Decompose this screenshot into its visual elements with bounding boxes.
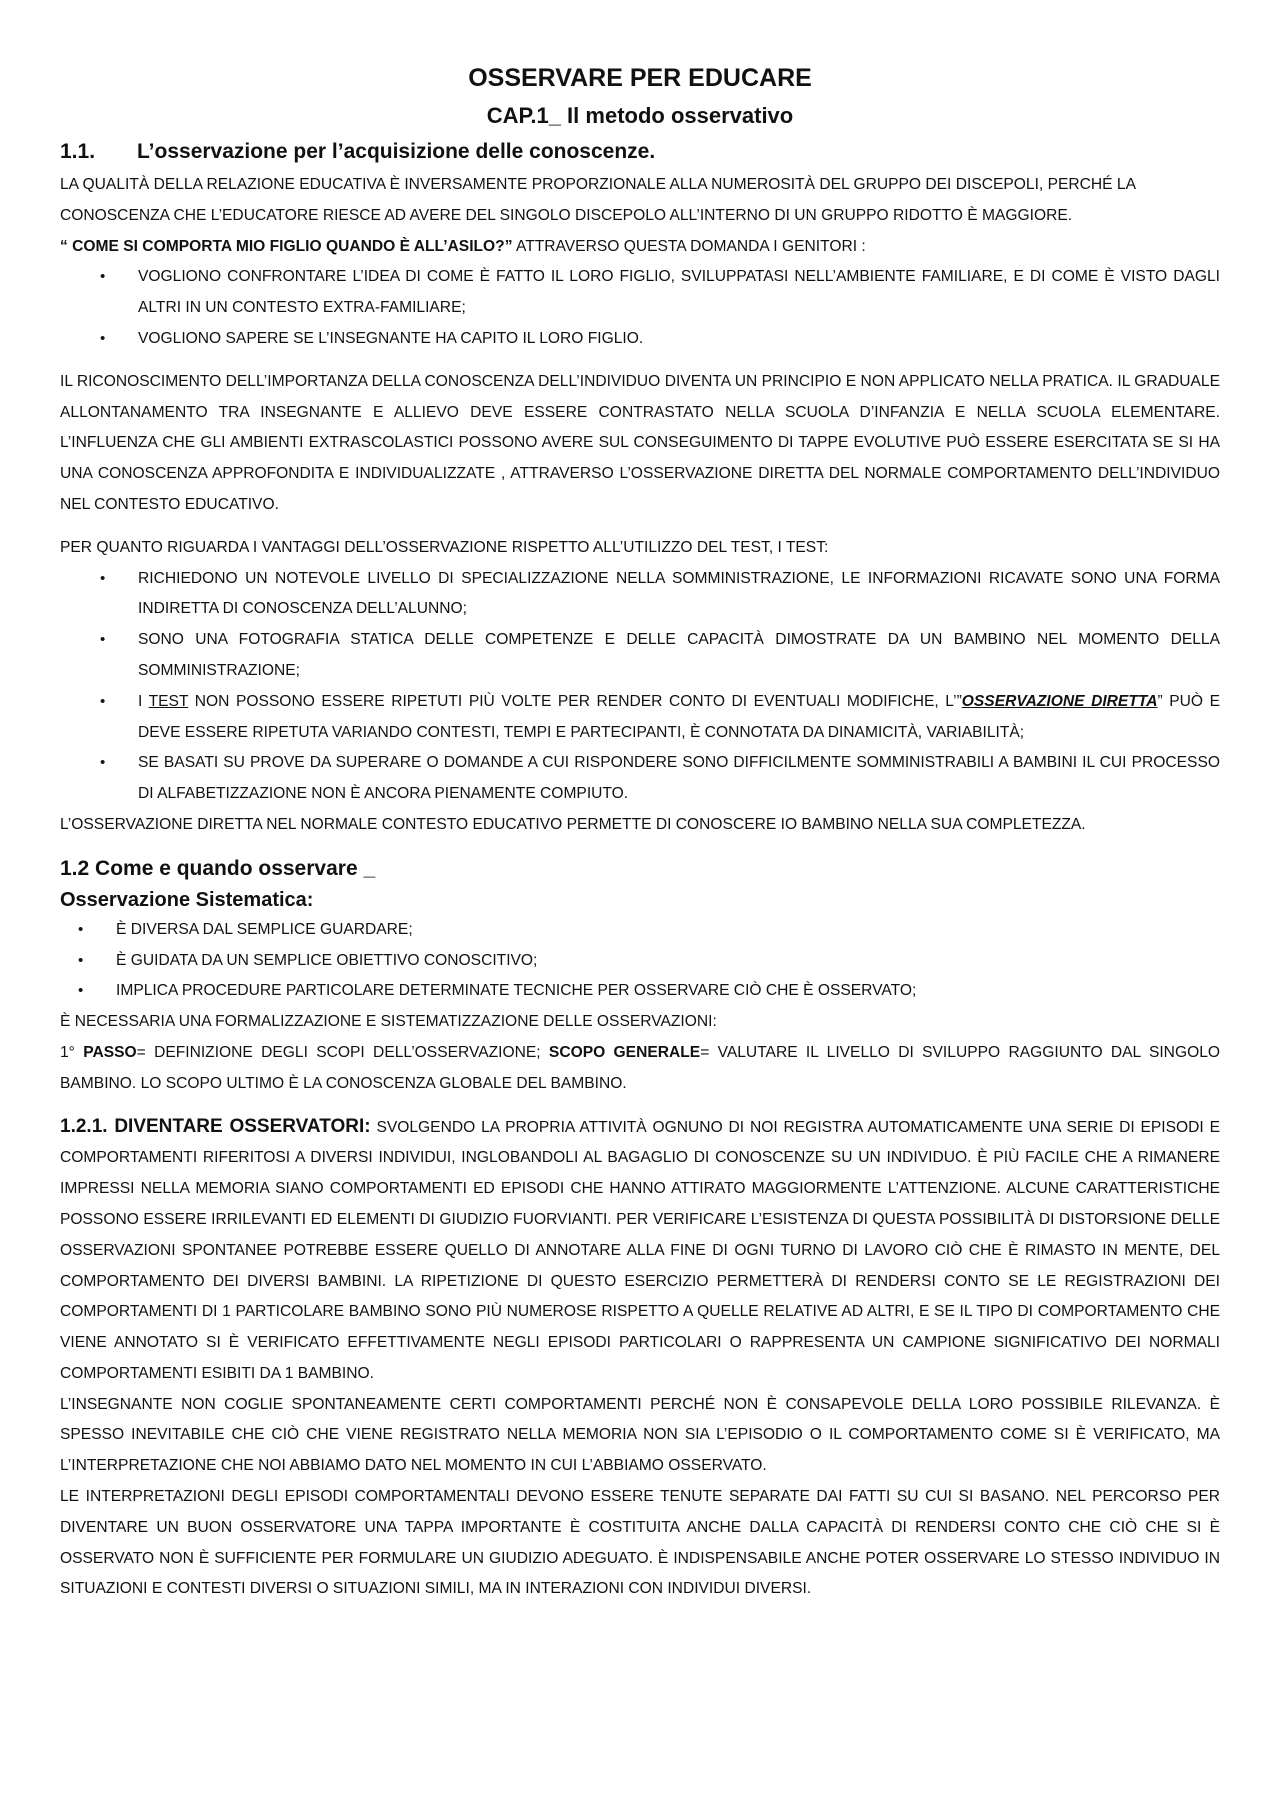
text-run: = DEFINIZIONE DEGLI SCOPI DELL’OSSERVAZIONE; bbox=[136, 1043, 549, 1061]
text-run: NON POSSONO ESSERE RIPETUTI PIÙ VOLTE PER RENDER CONTO DI EVENTUALI MODIFICHE, L’” bbox=[188, 692, 962, 710]
passo-bold: PASSO bbox=[83, 1043, 137, 1061]
paragraph: È NECESSARIA UNA FORMALIZZAZIONE E SISTEMATIZZAZIONE DELLE OSSERVAZIONI: bbox=[60, 1013, 717, 1031]
test-list bbox=[60, 564, 1220, 810]
paragraph: L’OSSERVAZIONE DIRETTA NEL NORMALE CONTESTO EDUCATIVO PERMETTE DI CONOSCERE IO BAMBINO NELLA SUA COMPLETEZZA. bbox=[60, 815, 1086, 833]
question-line bbox=[60, 232, 1220, 263]
list-item: • IMPLICA PROCEDURE PARTICOLARE DETERMINATE TECNICHE PER OSSERVARE CIÒ CHE È OSSERVATO; bbox=[60, 976, 1220, 1007]
list-item: • È DIVERSA DAL SEMPLICE GUARDARE; bbox=[60, 915, 1220, 946]
paragraph: LA QUALITÀ DELLA RELAZIONE EDUCATIVA È INVERSAMENTE PROPORZIONALE ALLA NUMEROSITÀ DEL GRUPPO DEI DISCEPOLI, PERCHÉ LA CONOSCENZA CHE L’EDUCATORE RIESCE AD AVERE DEL SINGOLO DISCEPOLO ALL’INTERNO DI UN GRUPPO RIDOTTO È MAGGIORE. bbox=[60, 176, 1136, 224]
section-1-2-heading: 1.2 Come e quando osservare _ bbox=[60, 856, 376, 880]
section-1-2-subheading: Osservazione Sistematica: bbox=[60, 888, 314, 911]
list-item: • SE BASATI SU PROVE DA SUPERARE O DOMANDE A CUI RISPONDERE SONO DIFFICILMENTE SOMMINISTRABILI A BAMBINI IL CUI PROCESSO DI ALFABETIZZAZIONE NON È ANCORA PIENAMENTE COMPIUTO. bbox=[60, 748, 1220, 810]
section-1-1-heading bbox=[60, 138, 1220, 166]
section-title: L’osservazione per l’acquisizione delle conoscenze. bbox=[137, 140, 656, 163]
paragraph: IL RICONOSCIMENTO DELL’IMPORTANZA DELLA CONOSCENZA DELL’INDIVIDUO DIVENTA UN PRINCIPIO E NON APPLICATO NELLA PRATICA. IL GRADUALE ALLONTANAMENTO TRA INSEGNANTE E ALLIEVO DEVE ESSERE CONTRASTATO NELLA SCUOLA D’INFANZIA E NELLA SCUOLA ELEMENTARE. L’INFLUENZA CHE GLI AMBIENTI EXTRASCOLASTICI POSSONO AVERE SUL CONSEGUIMENTO DI TAPPE EVOLUTIVE PUÒ ESSERE ESERCITATA SE SI HA UNA CONOSCENZA APPROFONDITA E INDIVIDUALIZZATE , ATTRAVERSO L’OSSERVAZIONE DIRETTA DEL NORMALE COMPORTAMENTO DELL’INDIVIDUO NEL CONTESTO EDUCATIVO. bbox=[60, 372, 1220, 513]
step-paragraph bbox=[60, 1038, 1220, 1100]
scopo-generale-bold: SCOPO GENERALE bbox=[548, 1043, 701, 1061]
question-bold: “ COME SI COMPORTA MIO FIGLIO QUANDO È ALL’ASILO?” bbox=[60, 237, 513, 255]
list-item: • VOGLIONO SAPERE SE L’INSEGNANTE HA CAPITO IL LORO FIGLIO. bbox=[60, 324, 1220, 355]
chapter-title: CAP.1_ Il metodo osservativo bbox=[486, 103, 794, 128]
systematic-list bbox=[60, 915, 1220, 1007]
text-run: = VALUTARE IL LIVELLO DI SVILUPPO RAGGIUNTO DAL SINGOLO BAMBINO. LO SCOPO ULTIMO È LA CONOSCENZA GLOBALE DEL BAMBINO. bbox=[60, 1043, 1221, 1092]
text-run: ” PUÒ E DEVE ESSERE RIPETUTA VARIANDO CONTESTI, TEMPI E PARTECIPANTI, È CONNOTATA DA DINAMICITÀ, VARIABILITÀ; bbox=[138, 692, 1220, 741]
list-item: • RICHIEDONO UN NOTEVOLE LIVELLO DI SPECIALIZZAZIONE NELLA SOMMINISTRAZIONE, LE INFORMAZIONI RICAVATE SONO UNA FORMA INDIRETTA DI CONOSCENZA DELL’ALUNNO; bbox=[60, 564, 1220, 626]
list-item: • SONO UNA FOTOGRAFIA STATICA DELLE COMPETENZE E DELLE CAPACITÀ DIMOSTRATE DA UN BAMBINO NEL MOMENTO DELLA SOMMINISTRAZIONE; bbox=[60, 625, 1220, 687]
section-1-2-1-paragraph bbox=[60, 1112, 1220, 1390]
list-item: • È GUIDATA DA UN SEMPLICE OBIETTIVO CONOSCITIVO; bbox=[60, 946, 1220, 977]
question-rest: ATTRAVERSO QUESTA DOMANDA I GENITORI : bbox=[512, 237, 866, 255]
list-item bbox=[60, 687, 1220, 749]
paragraph: PER QUANTO RIGUARDA I VANTAGGI DELL’OSSERVAZIONE RISPETTO ALL’UTILIZZO DEL TEST, I TEST: bbox=[60, 538, 829, 556]
parents-list bbox=[60, 262, 1220, 354]
text-run: SVOLGENDO LA PROPRIA ATTIVITÀ OGNUNO DI NOI REGISTRA AUTOMATICAMENTE UNA SERIE DI EPISODI E COMPORTAMENTI RIFERITOSI A DIVERSI INDIVIDUI, INGLOBANDOLI AL BAGAGLIO DI CONOSCENZE SU UN INDIVIDUO. È PIÙ FACILE CHE A RIMANERE IMPRESSI NELLA MEMORIA SIANO COMPORTAMENTI ED EPISODI CHE HANNO ATTIRATO MAGGIORMENTE L’ATTENZIONE. ALCUNE CARATTERISTICHE POSSONO ESSERE IRRILEVANTI ED ELEMENTI DI GIUDIZIO FUORVIANTI. PER VERIFICARE L’ESISTENZA DI QUESTA POSSIBILITÀ DI DISTORSIONE DELLE OSSERVAZIONI SPONTANEE POTREBBE ESSERE QUELLO DI ANNOTARE ALLA FINE DI OGNI TURNO DI LAVORO CIÒ CHE È RIMASTO IN MENTE, DEL COMPORTAMENTO DEI DIVERSI BAMBINI. LA RIPETIZIONE DI QUESTO ESERCIZIO PERMETTERÀ DI RENDERSI CONTO SE LE REGISTRAZIONI DEI COMPORTAMENTI DI 1 PARTICOLARE BAMBINO SONO PIÙ NUMEROSE RISPETTO A QUELLE RELATIVE AD ALTRI, E SE IL TIPO DI COMPORTAMENTO CHE VIENE ANNOTATO SI È VERIFICATO EFFETTIVAMENTE NEGLI EPISODI PARTICOLARI O RAPPRESENTA UN CAMPIONE SIGNIFICATIVO DEI NORMALI COMPORTAMENTI ESIBITI DA 1 BAMBINO. bbox=[60, 1118, 1220, 1382]
paragraph: L’INSEGNANTE NON COGLIE SPONTANEAMENTE CERTI COMPORTAMENTI PERCHÉ NON È CONSAPEVOLE DELLA LORO POSSIBILE RILEVANZA. È SPESSO INEVITABILE CHE CIÒ CHE VIENE REGISTRATO NELLA MEMORIA NON SIA L’EPISODIO O IL COMPORTAMENTO COME SI È VERIFICATO, MA L’INTERPRETAZIONE CHE NOI ABBIAMO DATO NEL MOMENTO IN CUI L’ABBIAMO OSSERVATO. bbox=[60, 1395, 1220, 1475]
paragraph: LE INTERPRETAZIONI DEGLI EPISODI COMPORTAMENTALI DEVONO ESSERE TENUTE SEPARATE DAI FATTI SU CUI SI BASANO. NEL PERCORSO PER DIVENTARE UN BUON OSSERVATORE UNA TAPPA IMPORTANTE È COSTITUITA ANCHE DALLA CAPACITÀ DI RENDERSI CONTO CHE CIÒ CHE SI È OSSERVATO NON È SUFFICIENTE PER FORMULARE UN GIUDIZIO ADEGUATO. È INDISPENSABILE ANCHE POTER OSSERVARE LO STESSO INDIVIDUO IN SITUAZIONI E CONTESTI DIVERSI O SITUAZIONI SIMILI, MA IN INTERAZIONI CON INDIVIDUI DIVERSI. bbox=[60, 1488, 1220, 1598]
section-number: 1.1. bbox=[60, 140, 96, 163]
osservazione-diretta-emphasis: OSSERVAZIONE DIRETTA bbox=[961, 692, 1158, 710]
test-underlined: TEST bbox=[148, 692, 189, 710]
text-run: 1° bbox=[60, 1043, 84, 1061]
document-title: OSSERVARE PER EDUCARE bbox=[468, 64, 812, 92]
section-1-2-1-heading: 1.2.1. DIVENTARE OSSERVATORI: bbox=[60, 1115, 371, 1137]
list-item: • VOGLIONO CONFRONTARE L’IDEA DI COME È FATTO IL LORO FIGLIO, SVILUPPATASI NELL’AMBIENTE FAMILIARE, E DI COME È VISTO DAGLI ALTRI IN UN CONTESTO EXTRA-FAMILIARE; bbox=[60, 262, 1220, 324]
text-run: I bbox=[138, 692, 149, 710]
